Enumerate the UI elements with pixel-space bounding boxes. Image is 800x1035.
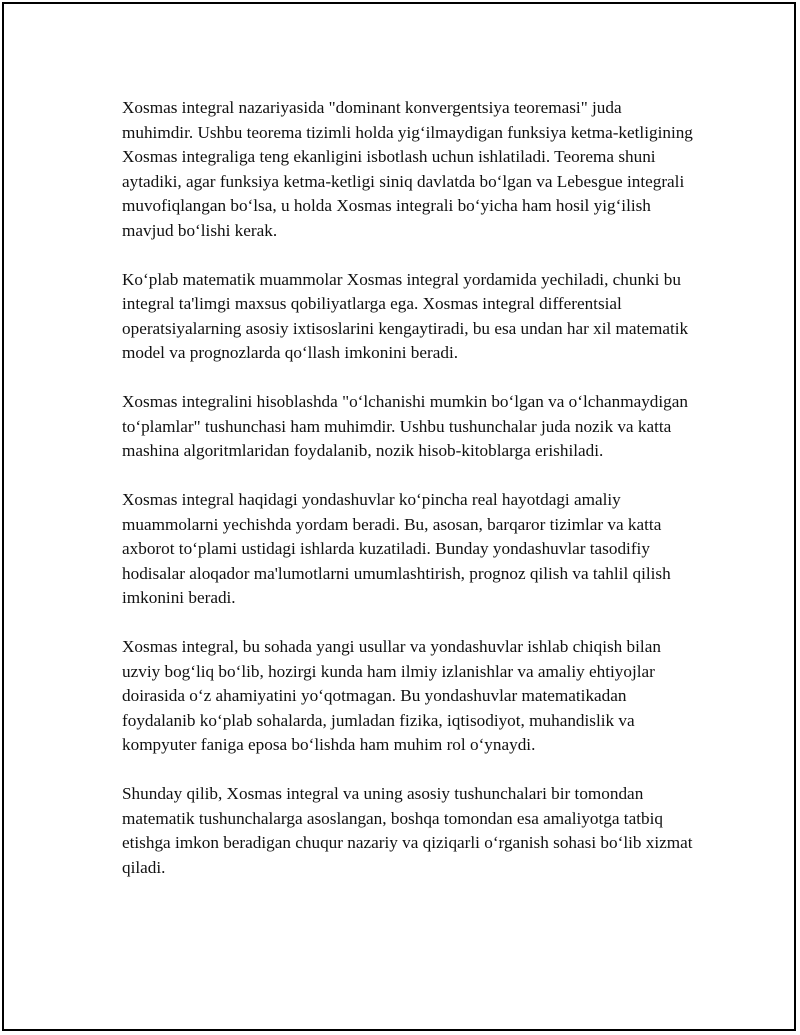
paragraph-2: Ko‘plab matematik muammolar Xosmas integral yordamida yechiladi, chunki bu integral ta'limgi maxsus qobiliyatlarga ega. Xosmas integral differentsial operatsiyalarning asosiy ixtisoslarini kengaytiradi, bu esa undan har xil matematik model va prognozlarda qo‘llash imkonini beradi. <box>122 269 689 362</box>
paragraph-1: Xosmas integral nazariyasida "dominant konvergentsiya teoremasi" juda muhimdir. Ushbu teorema tizimli holda yig‘ilmaydigan funksiya ketma-ketligining Xosmas integraliga teng ekanligini isbotlash uchun ishlatiladi. Teorema shuni aytadiki, agar funksiya ketma-ketligi siniq davlatda bo‘lgan va Lebesgue integrali muvofiqlangan bo‘lsa, u holda Xosmas integrali bo‘yicha ham hosil yig‘ilish mavjud bo‘lishi kerak. <box>122 98 693 240</box>
paragraph-5: Xosmas integral, bu sohada yangi usullar va yondashuvlar ishlab chiqish bilan uzviy bog‘liq bo‘lib, hozirgi kunda ham ilmiy izlanishlar va amaliy ehtiyojlar doirasida o‘z ahamiyatini yo‘qotmagan. Bu yondashuvlar matematikadan foydalanib ko‘plab sohalarda, jumladan fizika, iqtisodiyot, muhandislik va kompyuter faniga eposa bo‘lishda ham muhim rol o‘ynaydi. <box>122 637 661 754</box>
paragraph-3: Xosmas integralini hisoblashda "o‘lchanishi mumkin bo‘lgan va o‘lchanmaydigan to‘plamlar" tushunchasi ham muhimdir. Ushbu tushunchalar juda nozik va katta mashina algoritmlaridan foydalanib, nozik hisob-kitoblarga erishiladi. <box>122 392 688 460</box>
paragraph-6: Shunday qilib, Xosmas integral va uning asosiy tushunchalari bir tomondan matematik tushunchalarga asoslangan, boshqa tomondan esa amaliyotga tatbiq etishga imkon beradigan chuqur nazariy va qiziqarli o‘rganish sohasi bo‘lib xizmat qiladi. <box>122 784 693 877</box>
paragraph-4: Xosmas integral haqidagi yondashuvlar ko‘pincha real hayotdagi amaliy muammolarni yechishda yordam beradi. Bu, asosan, barqaror tizimlar va katta axborot to‘plami ustidagi ishlarda kuzatiladi. Bunday yondashuvlar tasodifiy hodisalar aloqador ma'lumotlarni umumlashtirish, prognoz qilish va tahlil qilish imkonini beradi. <box>122 490 671 607</box>
page-frame <box>2 2 796 1031</box>
document-body <box>122 96 697 905</box>
